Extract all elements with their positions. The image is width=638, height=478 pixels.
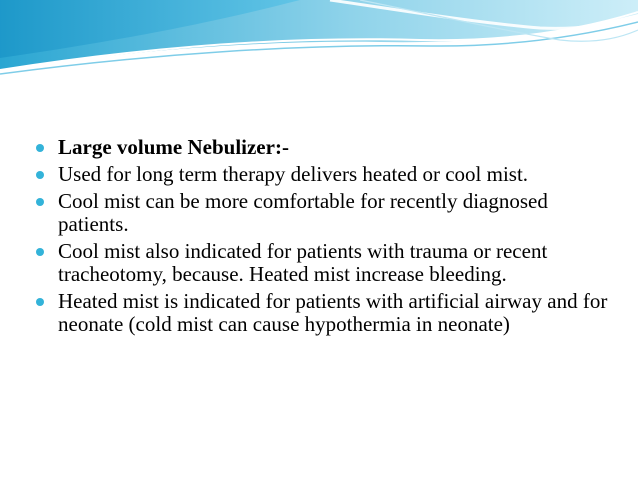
bullet-dot-icon [36,144,44,152]
header-wave-decoration [0,0,638,80]
bullet-text: Large volume Nebulizer:- [58,135,289,159]
bullet-text: Cool mist can be more comfortable for recently diagnosed patients. [58,189,548,236]
bullet-item [34,163,614,186]
bullet-item [34,136,614,159]
bullet-list [34,136,614,340]
bullet-dot-icon [36,298,44,306]
bullet-item [34,290,614,336]
bullet-dot-icon [36,171,44,179]
bullet-text: Cool mist also indicated for patients with trauma or recent tracheotomy, because. Heated mist increase bleeding. [58,239,548,286]
bullet-dot-icon [36,248,44,256]
bullet-text: Heated mist is indicated for patients with artificial airway and for neonate (cold mist can cause hypothermia in neonate) [58,289,608,336]
bullet-item [34,240,614,286]
bullet-text: Used for long term therapy delivers heated or cool mist. [58,162,529,186]
bullet-item [34,190,614,236]
bullet-dot-icon [36,198,44,206]
